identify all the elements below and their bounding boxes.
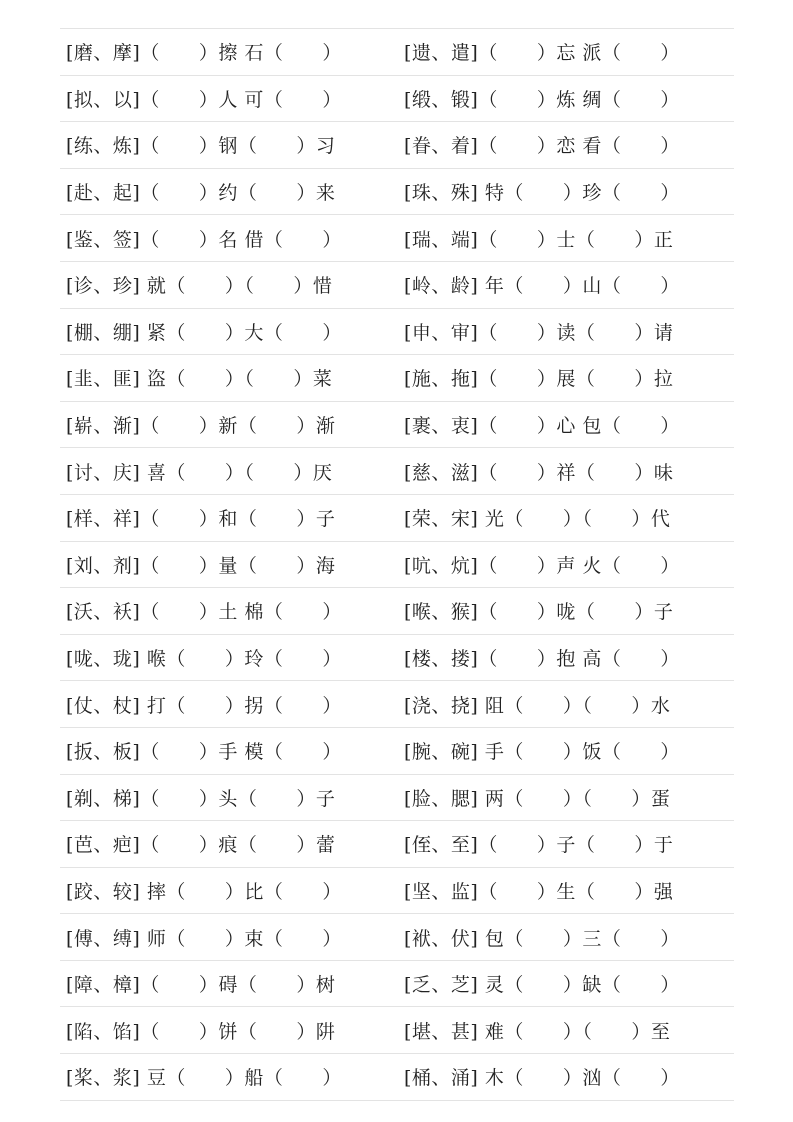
- exercise-row: [60, 28, 734, 75]
- exercise-left: [陷、馅]（ ）饼（ ）阱: [66, 1020, 336, 1043]
- exercise-left: [练、炼]（ ）钢（ ）习: [66, 135, 336, 158]
- exercise-left: [赴、起]（ ）约（ ）来: [66, 182, 336, 205]
- exercise-left: [障、樟]（ ）碍（ ）树: [66, 974, 336, 997]
- exercise-left: [仗、杖] 打（ ）拐（ ）: [66, 694, 342, 717]
- exercise-left: [崭、渐]（ ）新（ ）渐: [66, 415, 336, 438]
- exercise-right: [珠、殊] 特（ ）珍（ ）: [404, 182, 680, 205]
- exercise-left: [咙、珑] 喉（ ）玲（ ）: [66, 648, 342, 671]
- exercise-row: [60, 1006, 734, 1053]
- exercise-right: [楼、搂]（ ）抱 高（ ）: [404, 648, 680, 671]
- exercise-row: [60, 168, 734, 215]
- exercise-row: [60, 913, 734, 960]
- exercise-right: [脸、腮] 两（ ）（ ）蛋: [404, 787, 671, 810]
- exercise-left: [拟、以]（ ）人 可（ ）: [66, 88, 342, 111]
- exercise-right: [施、拖]（ ）展（ ）拉: [404, 368, 674, 391]
- exercise-row: [60, 680, 734, 727]
- exercise-left: [沃、袄]（ ）土 棉（ ）: [66, 601, 342, 624]
- exercise-right: [岭、龄] 年（ ）山（ ）: [404, 275, 680, 298]
- exercise-right: [眷、着]（ ）恋 看（ ）: [404, 135, 680, 158]
- exercise-left: [磨、摩]（ ）擦 石（ ）: [66, 42, 342, 65]
- exercise-left: [诊、珍] 就（ ）（ ）惜: [66, 275, 333, 298]
- exercise-row: [60, 401, 734, 448]
- exercise-right: [乏、芝] 灵（ ）缺（ ）: [404, 974, 680, 997]
- exercise-row: [60, 867, 734, 914]
- exercise-sheet: [60, 28, 734, 1101]
- exercise-right: [荣、宋] 光（ ）（ ）代: [404, 508, 671, 531]
- exercise-left: [讨、庆] 喜（ ）（ ）厌: [66, 461, 333, 484]
- exercise-row: [60, 820, 734, 867]
- exercise-left: [棚、绷] 紧（ ）大（ ）: [66, 321, 342, 344]
- exercise-row: [60, 541, 734, 588]
- exercise-row: [60, 960, 734, 1007]
- exercise-left: [剃、梯]（ ）头（ ）子: [66, 787, 336, 810]
- exercise-row: [60, 447, 734, 494]
- exercise-row: [60, 308, 734, 355]
- exercise-left: [跤、较] 摔（ ）比（ ）: [66, 880, 342, 903]
- exercise-right: [慈、滋]（ ）祥（ ）味: [404, 461, 674, 484]
- exercise-right: [腕、碗] 手（ ）饭（ ）: [404, 741, 680, 764]
- exercise-right: [申、审]（ ）读（ ）请: [404, 321, 674, 344]
- exercise-row: [60, 261, 734, 308]
- exercise-row: [60, 727, 734, 774]
- exercise-left: [样、祥]（ ）和（ ）子: [66, 508, 336, 531]
- exercise-right: [喉、猴]（ ）咙（ ）子: [404, 601, 674, 624]
- exercise-row: [60, 634, 734, 681]
- exercise-left: [桨、浆] 豆（ ）船（ ）: [66, 1067, 342, 1090]
- exercise-right: [侄、至]（ ）子（ ）于: [404, 834, 674, 857]
- exercise-row: [60, 354, 734, 401]
- exercise-left: [扳、板]（ ）手 模（ ）: [66, 741, 342, 764]
- exercise-right: [遗、遣]（ ）忘 派（ ）: [404, 42, 680, 65]
- exercise-right: [桶、涌] 木（ ）汹（ ）: [404, 1067, 680, 1090]
- exercise-row: [60, 121, 734, 168]
- exercise-left: [刘、剂]（ ）量（ ）海: [66, 554, 336, 577]
- exercise-row: [60, 587, 734, 634]
- exercise-row: [60, 214, 734, 261]
- exercise-right: [缎、锻]（ ）炼 绸（ ）: [404, 88, 680, 111]
- exercise-row: [60, 75, 734, 122]
- exercise-row: [60, 1053, 734, 1101]
- exercise-left: [韭、匪] 盗（ ）（ ）菜: [66, 368, 333, 391]
- exercise-right: [坚、监]（ ）生（ ）强: [404, 880, 674, 903]
- exercise-right: [堪、甚] 难（ ）（ ）至: [404, 1020, 671, 1043]
- exercise-right: [裹、衷]（ ）心 包（ ）: [404, 415, 680, 438]
- exercise-left: [芭、疤]（ ）痕（ ）蕾: [66, 834, 336, 857]
- exercise-row: [60, 774, 734, 821]
- exercise-right: [袱、伏] 包（ ）三（ ）: [404, 927, 680, 950]
- exercise-right: [浇、挠] 阻（ ）（ ）水: [404, 694, 671, 717]
- exercise-right: [吭、炕]（ ）声 火（ ）: [404, 554, 680, 577]
- exercise-right: [瑞、端]（ ）士（ ）正: [404, 228, 674, 251]
- exercise-left: [傅、缚] 师（ ）束（ ）: [66, 927, 342, 950]
- exercise-left: [鉴、签]（ ）名 借（ ）: [66, 228, 342, 251]
- exercise-row: [60, 494, 734, 541]
